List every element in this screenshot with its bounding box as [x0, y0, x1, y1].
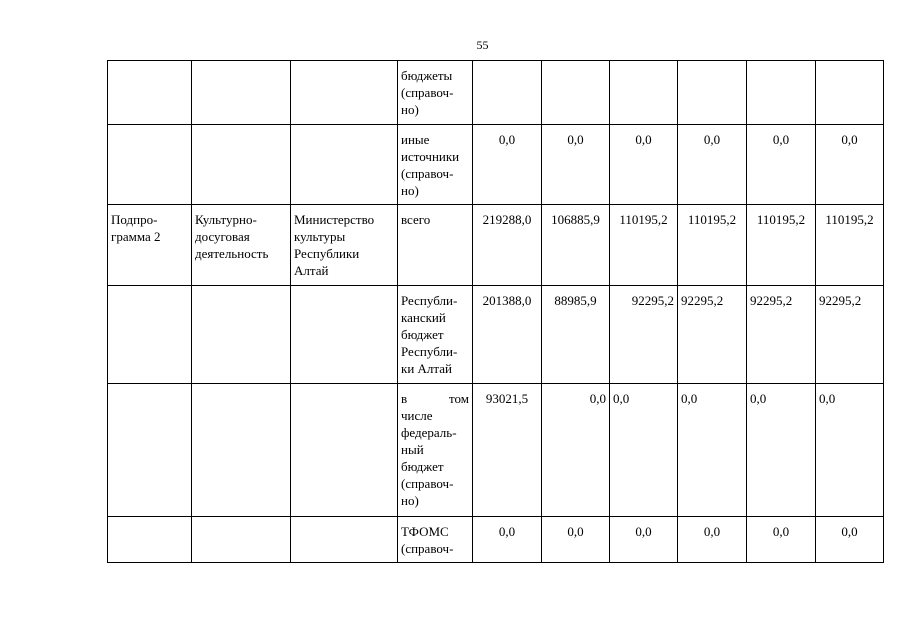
value-cell: 0,0	[473, 125, 542, 205]
executor-cell	[291, 286, 398, 384]
table-row	[108, 61, 884, 125]
value-cell: 0,0	[542, 125, 610, 205]
value-cell: 0,0	[747, 517, 816, 563]
source-cell: ТФОМС (справоч-	[398, 517, 473, 563]
value-cell: 0,0	[610, 125, 678, 205]
source-cell: Республи-канский бюджет Республи-ки Алтай	[398, 286, 473, 384]
executor-cell	[291, 384, 398, 517]
program-cell	[108, 384, 192, 517]
value-cell: 92295,2	[678, 286, 747, 384]
program-cell	[108, 517, 192, 563]
source-word: в	[401, 391, 408, 406]
table-row	[108, 384, 884, 517]
program-cell	[108, 125, 192, 205]
value-cell: 0,0	[542, 384, 610, 517]
value-cell	[542, 61, 610, 125]
page-number: 55	[476, 38, 489, 52]
value-cell: 92295,2	[610, 286, 678, 384]
source-word: том	[449, 391, 469, 406]
value-cell: 110195,2	[816, 205, 884, 286]
table-row	[108, 286, 884, 384]
source-cell: иные источники (справоч-но)	[398, 125, 473, 205]
value-cell: 0,0	[816, 384, 884, 517]
value-cell: 0,0	[816, 125, 884, 205]
budget-table	[107, 60, 884, 563]
value-cell: 0,0	[542, 517, 610, 563]
value-cell	[816, 61, 884, 125]
value-cell	[678, 61, 747, 125]
executor-cell: Министерство культуры Республики Алтай	[291, 205, 398, 286]
activity-cell	[192, 517, 291, 563]
program-cell: Подпро-грамма 2	[108, 205, 192, 286]
table-row	[108, 125, 884, 205]
value-cell: 0,0	[678, 384, 747, 517]
program-cell	[108, 286, 192, 384]
activity-cell: Культурно-досуговая деятельность	[192, 205, 291, 286]
activity-cell	[192, 384, 291, 517]
activity-cell	[192, 125, 291, 205]
value-cell: 0,0	[678, 517, 747, 563]
value-cell: 92295,2	[816, 286, 884, 384]
executor-cell	[291, 517, 398, 563]
value-cell: 93021,5	[473, 384, 542, 517]
source-cell: всего	[398, 205, 473, 286]
source-cell: бюджеты (справоч-но)	[398, 61, 473, 125]
value-cell: 88985,9	[542, 286, 610, 384]
value-cell: 0,0	[473, 517, 542, 563]
activity-cell	[192, 61, 291, 125]
value-cell: 92295,2	[747, 286, 816, 384]
executor-cell	[291, 125, 398, 205]
value-cell: 110195,2	[678, 205, 747, 286]
value-cell: 219288,0	[473, 205, 542, 286]
source-first-line	[401, 390, 469, 407]
source-rest: числе федераль-ный бюджет (справоч-но)	[401, 408, 457, 508]
value-cell: 0,0	[678, 125, 747, 205]
value-cell: 201388,0	[473, 286, 542, 384]
value-cell: 110195,2	[610, 205, 678, 286]
value-cell	[747, 61, 816, 125]
value-cell: 0,0	[816, 517, 884, 563]
value-cell: 0,0	[747, 384, 816, 517]
value-cell: 0,0	[747, 125, 816, 205]
value-cell	[473, 61, 542, 125]
value-cell: 0,0	[610, 384, 678, 517]
activity-cell	[192, 286, 291, 384]
value-cell	[610, 61, 678, 125]
value-cell: 106885,9	[542, 205, 610, 286]
program-cell	[108, 61, 192, 125]
value-cell: 110195,2	[747, 205, 816, 286]
table-row	[108, 205, 884, 286]
executor-cell	[291, 61, 398, 125]
table-row	[108, 517, 884, 563]
source-cell	[398, 384, 473, 517]
value-cell: 0,0	[610, 517, 678, 563]
